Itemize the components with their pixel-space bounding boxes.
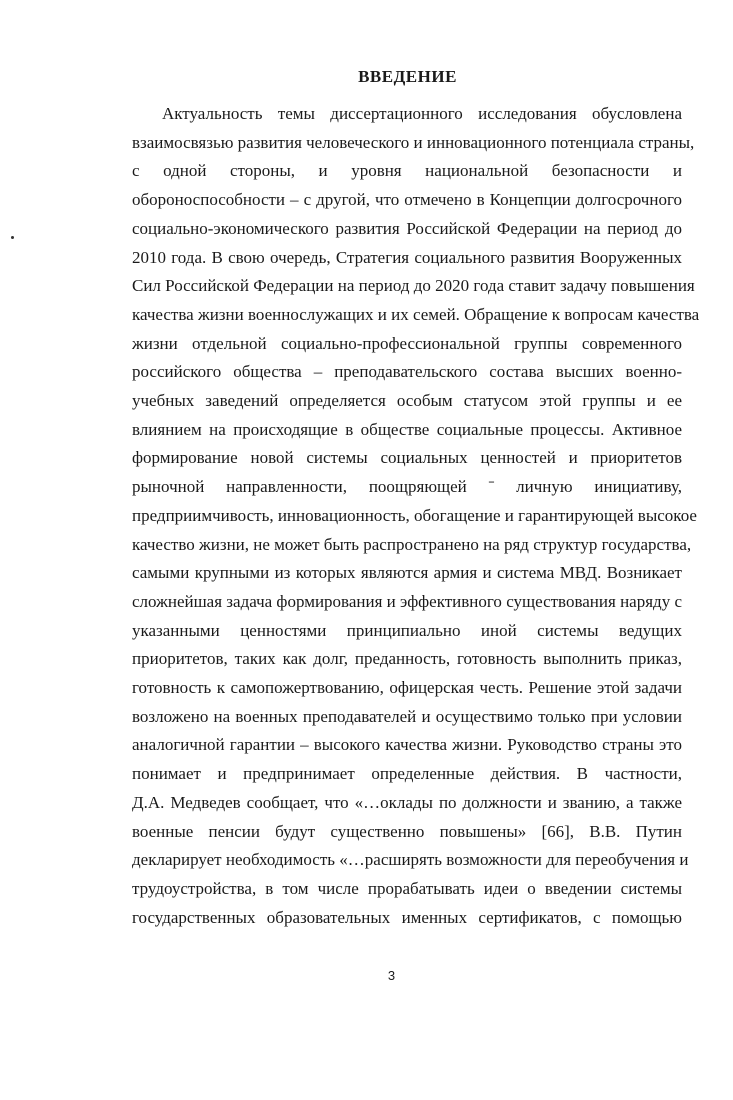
paragraph-line: готовность к самопожертвованию, офицерская честь. Решение этой задачи	[132, 678, 682, 697]
paragraph-line: Д.А. Медведев сообщает, что «…оклады по должности и званию, а также	[132, 792, 682, 812]
scan-speck	[11, 236, 14, 239]
paragraph-line: аналогичной гарантии – высокого качества жизни. Руководство страны это	[132, 735, 682, 755]
paragraph-line: рыночной направленности, поощряющей ˉ личную инициативу,	[132, 477, 682, 497]
paragraph-line: Актуальность темы диссертационного исследования обусловлена	[162, 104, 682, 123]
paragraph-line: военные пенсии будут существенно повышены» [66], В.В. Путин	[132, 821, 682, 841]
paragraph-line: качество жизни, не может быть распространено на ряд структур государства,	[132, 534, 692, 554]
paragraph-line: обороноспособности – с другой, что отмечено в Концепции долгосрочного	[132, 190, 682, 210]
paragraph-line: декларирует необходимость «…расширять возможности для переобучения и	[132, 850, 689, 870]
paragraph-line: с одной стороны, и уровня национальной безопасности и	[132, 161, 682, 181]
paragraph-line: российского общества – преподавательского состава высших военно-	[132, 362, 682, 382]
paragraph-line: жизни отдельной социально-профессиональной группы современного	[132, 333, 682, 353]
paragraph-line: предприимчивость, инновационность, обогащение и гарантирующей высокое	[132, 505, 697, 525]
paragraph-line: трудоустройства, в том числе прорабатывать идеи о введении системы	[132, 878, 682, 898]
paragraph-line: социально-экономического развития Российской Федерации на период до	[132, 218, 682, 238]
paragraph-line: учебных заведений определяется особым статусом этой группы и ее	[132, 391, 682, 410]
paragraph-line: сложнейшая задача формирования и эффективного существования наряду с	[132, 591, 682, 611]
section-heading: ВВЕДЕНИЕ	[358, 67, 457, 86]
paragraph-line: возложено на военных преподавателей и осуществимо только при условии	[132, 706, 682, 726]
paragraph-line: формирование новой системы социальных ценностей и приоритетов	[132, 448, 682, 468]
paragraph-line: государственных образовательных именных сертификатов, с помощью	[132, 907, 682, 927]
paragraph-line: взаимосвязью развития человеческого и инновационного потенциала страны,	[132, 132, 695, 152]
paragraph-line: самыми крупными из которых являются армия и система МВД. Возникает	[132, 563, 682, 583]
paragraph-line: 2010 года. В свою очередь, Стратегия социального развития Вооруженных	[132, 247, 682, 267]
page-number: 3	[387, 968, 396, 983]
paragraph-line: понимает и предпринимает определенные действия. В частности,	[132, 764, 682, 784]
paragraph-line: приоритетов, таких как долг, преданность, готовность выполнить приказ,	[132, 649, 682, 669]
paragraph-line: Сил Российской Федерации на период до 2020 года ставит задачу повышения	[132, 276, 695, 296]
paragraph-line: влиянием на происходящие в обществе социальные процессы. Активное	[132, 419, 682, 439]
paragraph-line: указанными ценностями принципиально иной системы ведущих	[132, 620, 682, 640]
paragraph-line: качества жизни военнослужащих и их семей. Обращение к вопросам качества	[132, 304, 700, 324]
